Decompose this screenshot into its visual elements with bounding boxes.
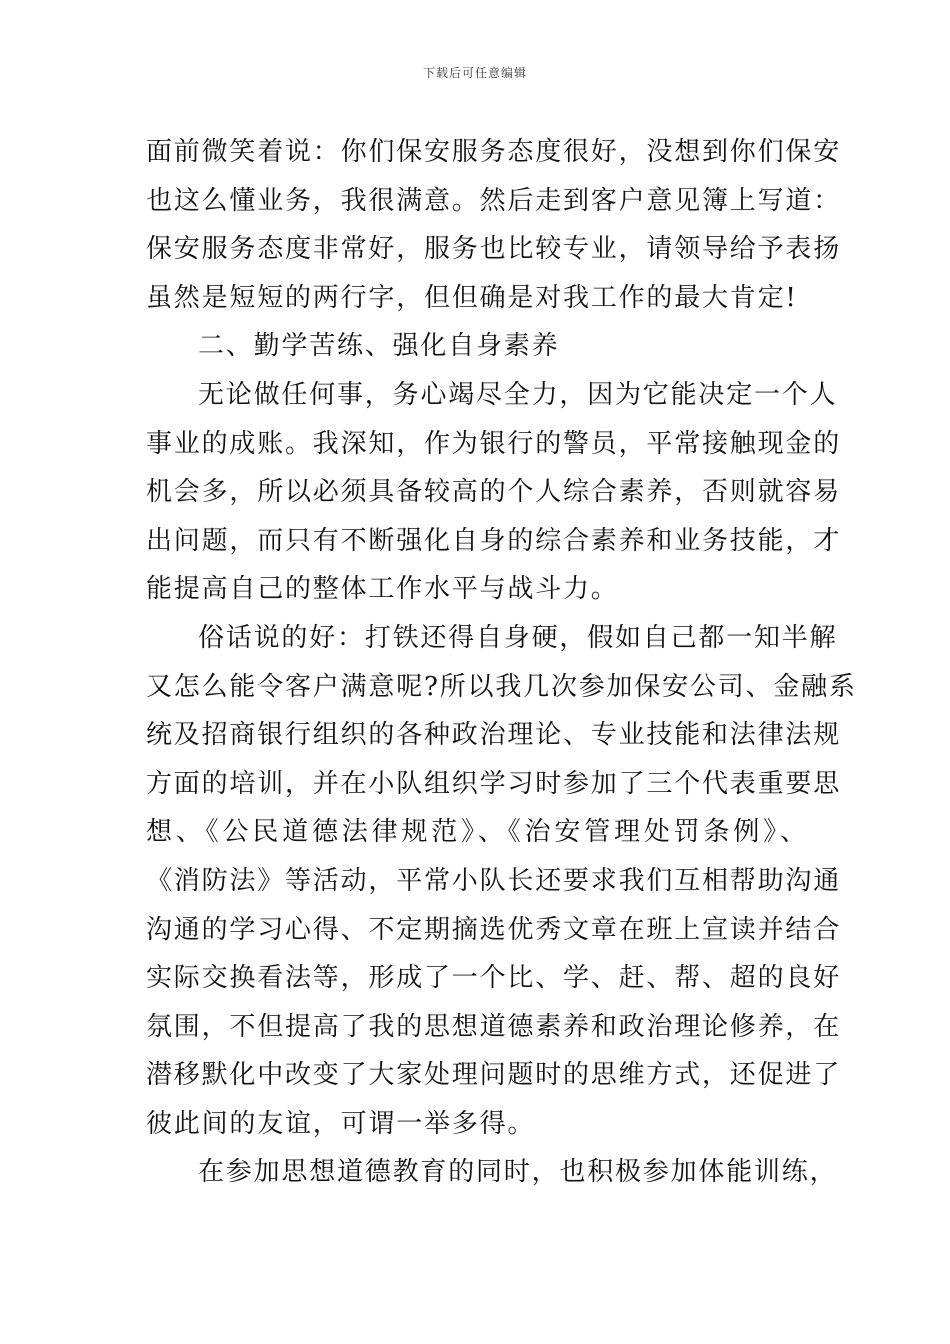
text-line: 彼此间的友谊，可谓一举多得。 (146, 1108, 536, 1139)
text-line: 事业的成账。我深知，作为银行的警员，平常接触现金的 (146, 428, 842, 459)
text-line: 机会多，所以必须具备较高的个人综合素养，否则就容易 (146, 477, 842, 508)
text-line: 虽然是短短的两行字，但但确是对我工作的最大肯定! (146, 282, 798, 313)
text-line: 又怎么能令客户满意呢?所以我几次参加保安公司、金融系 (146, 671, 857, 702)
text-line: 实际交换看法等，形成了一个比、学、赶、帮、超的良好 (146, 963, 842, 994)
text-line: 沟通的学习心得、不定期摘选优秀文章在班上宣读并结合 (146, 914, 842, 945)
document-body (146, 128, 857, 1197)
text-line: 氛围，不但提高了我的思想道德素养和政治理论修养，在 (146, 1011, 842, 1042)
text-line: 在参加思想道德教育的同时，也积极参加体能训练， (198, 1157, 838, 1188)
text-line: 统及招商银行组织的各种政治理论、专业技能和法律法规 (146, 720, 842, 751)
text-line: 方面的培训，并在小队组织学习时参加了三个代表重要思 (146, 768, 842, 799)
text-line: 俗话说的好：打铁还得自身硬，假如自己都一知半解 (198, 622, 838, 653)
text-line: 面前微笑着说：你们保安服务态度很好，没想到你们保安 (146, 137, 842, 167)
text-line: 保安服务态度非常好，服务也比较专业，请领导给予表扬 (146, 234, 842, 265)
text-line: 也这么懂业务，我很满意。然后走到客户意见簿上写道： (146, 185, 842, 216)
section-heading: 二、勤学苦练、强化自身素养 (198, 331, 560, 362)
page-header: 下载后可任意编辑 (422, 66, 527, 80)
text-line: 《消防法》等活动，平常小队长还要求我们互相帮助沟通 (146, 865, 842, 896)
text-line: 能提高自己的整体工作水平与战斗力。 (146, 574, 619, 605)
text-line: 出问题，而只有不断强化自身的综合素养和业务技能，才 (146, 525, 842, 556)
text-line: 潜移默化中改变了大家处理问题时的思维方式，还促进了 (146, 1060, 842, 1091)
text-line: 想、《公民道德法律规范》、《治安管理处罚条例》、 (146, 817, 806, 848)
text-line: 无论做任何事，务心竭尽全力，因为它能决定一个人 (198, 379, 838, 410)
